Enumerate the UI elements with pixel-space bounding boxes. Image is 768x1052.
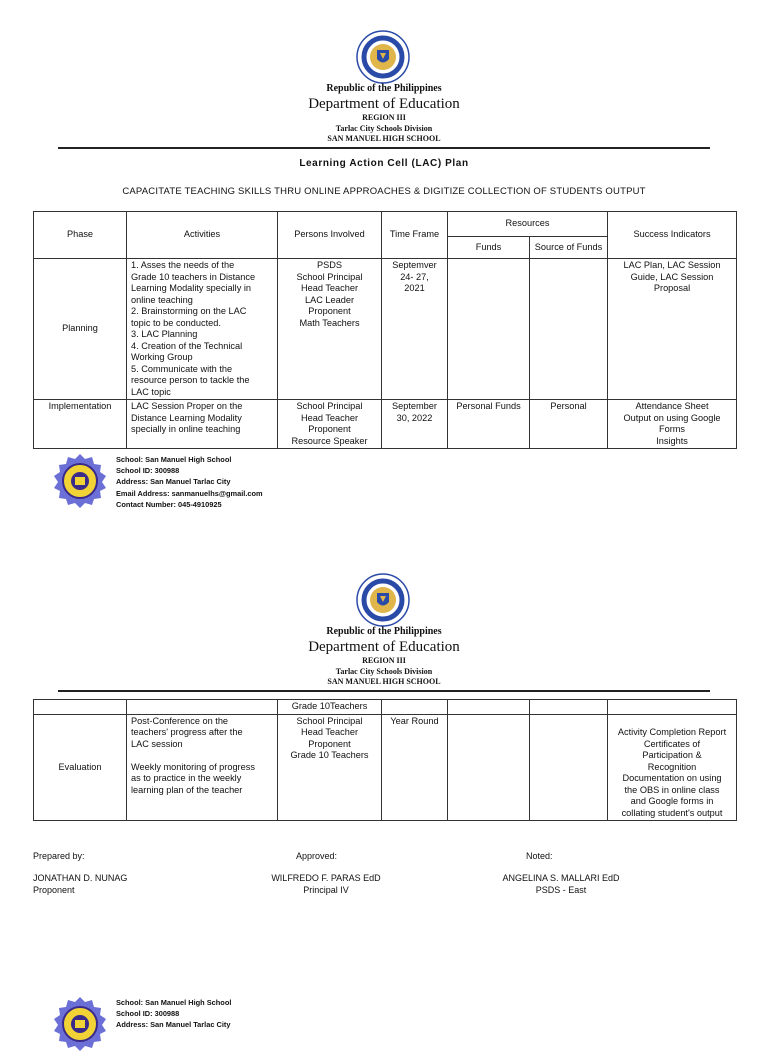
noted-label: Noted: <box>526 851 553 861</box>
footer-address: Address: San Manuel Tarlac City <box>116 477 231 487</box>
planning-success: LAC Plan, LAC Session Guide, LAC Session Proposal <box>608 259 737 400</box>
header-time-frame: Time Frame <box>382 212 448 259</box>
lac-plan-table <box>33 211 737 449</box>
footer-school: School: San Manuel High School <box>116 998 232 1007</box>
header-activities: Activities <box>127 212 278 259</box>
deped-seal-icon <box>356 30 410 84</box>
footer-address: Address: San Manuel Tarlac City <box>116 1020 231 1030</box>
footer-school-id: School ID: 300988 <box>116 1009 180 1019</box>
deped-seal-icon <box>356 573 410 627</box>
approved-label: Approved: <box>296 851 338 861</box>
division-line: Tarlac City Schools Division <box>335 124 433 133</box>
footer-email: Email Address: sanmanuelhs@gmail.com <box>116 488 263 498</box>
evaluation-success: Activity Completion Report Certificates of Participation & Recognition Documentation on using the OBS in online class and Google forms in collating student's output <box>608 714 737 821</box>
planning-persons: PSDS School Principal Head Teacher LAC Leader Proponent Math Teachers <box>278 259 382 400</box>
table-row-evaluation <box>34 714 737 821</box>
noted-name: ANGELINA S. MALLARI EdD <box>502 873 620 883</box>
header-divider <box>58 690 710 692</box>
header-phase: Phase <box>34 212 127 259</box>
table-row-planning <box>34 259 737 400</box>
table-row-implementation <box>34 400 737 449</box>
school-line: SAN MANUEL HIGH SCHOOL <box>327 677 441 686</box>
phase-evaluation: Evaluation <box>34 714 127 821</box>
doc-subtitle: CAPACITATE TEACHING SKILLS THRU ONLINE APPROACHES & DIGITIZE COLLECTION OF STUDENTS OUTPUT <box>122 186 646 197</box>
footer-school-id: School ID: 300988 <box>116 466 180 476</box>
footer-contact: Contact Number: 045-4910925 <box>116 499 222 509</box>
approved-role: Principal IV <box>303 885 349 895</box>
department-name: Department of Education <box>308 96 460 112</box>
division-line: Tarlac City Schools Division <box>335 667 433 676</box>
table-row-continuation <box>34 700 737 715</box>
school-line: SAN MANUEL HIGH SCHOOL <box>327 134 441 143</box>
prepared-signatory <box>33 872 127 896</box>
department-name: Department of Education <box>308 639 460 655</box>
evaluation-time: Year Round <box>382 714 448 821</box>
implementation-source: Personal <box>530 400 608 449</box>
phase-implementation: Implementation <box>34 400 127 449</box>
header-divider <box>58 147 710 149</box>
republic-line: Republic of the Philippines <box>326 626 442 637</box>
school-contact-block-partial <box>116 997 231 1031</box>
header-persons: Persons Involved <box>278 212 382 259</box>
republic-line: Republic of the Philippines <box>326 83 442 94</box>
planning-funds <box>448 259 530 400</box>
prepared-name: JONATHAN D. NUNAG <box>33 873 128 883</box>
planning-source <box>530 259 608 400</box>
approved-signatory <box>262 872 390 896</box>
prepared-role: Proponent <box>33 885 75 895</box>
planning-activities: 1. Asses the needs of the Grade 10 teachers in Distance Learning Modality specially in online teaching 2. Brainstorming on the LAC topic to be conducted. 3. LAC Planning 4. Creation of the Technical Working Group 5. Communicate with the resource person to tackle the LAC topic <box>127 259 278 400</box>
implementation-persons: School Principal Head Teacher Proponent Resource Speaker <box>278 400 382 449</box>
region-line: REGION III <box>362 113 406 122</box>
header-resources: Resources <box>448 212 608 237</box>
implementation-success: Attendance Sheet Output on using Google Forms Insights <box>608 400 737 449</box>
school-contact-block <box>116 454 263 510</box>
prepared-label: Prepared by: <box>33 851 85 861</box>
approved-name: WILFREDO F. PARAS EdD <box>271 873 381 883</box>
header-success: Success Indicators <box>608 212 737 259</box>
region-line: REGION III <box>362 656 406 665</box>
continuation-persons: Grade 10Teachers <box>278 700 382 715</box>
school-logo-icon <box>52 453 108 509</box>
evaluation-activities: Post-Conference on the teachers' progress after the LAC session Weekly monitoring of progress as to practice in the weekly learning plan of the teacher <box>127 714 278 821</box>
phase-planning: Planning <box>34 259 127 400</box>
doc-title: Learning Action Cell (LAC) Plan <box>299 158 469 169</box>
implementation-funds: Personal Funds <box>448 400 530 449</box>
lac-plan-table-continued <box>33 699 737 821</box>
header-funds: Funds <box>448 237 530 259</box>
evaluation-persons: School Principal Head Teacher Proponent Grade 10 Teachers <box>278 714 382 821</box>
implementation-activities: LAC Session Proper on the Distance Learning Modality specially in online teaching <box>127 400 278 449</box>
noted-signatory <box>491 872 631 896</box>
school-logo-icon <box>52 996 108 1052</box>
planning-time: Septemver 24- 27, 2021 <box>382 259 448 400</box>
noted-role: PSDS - East <box>535 885 587 895</box>
header-source: Source of Funds <box>530 237 608 259</box>
implementation-time: September 30, 2022 <box>382 400 448 449</box>
footer-school: School: San Manuel High School <box>116 455 232 464</box>
